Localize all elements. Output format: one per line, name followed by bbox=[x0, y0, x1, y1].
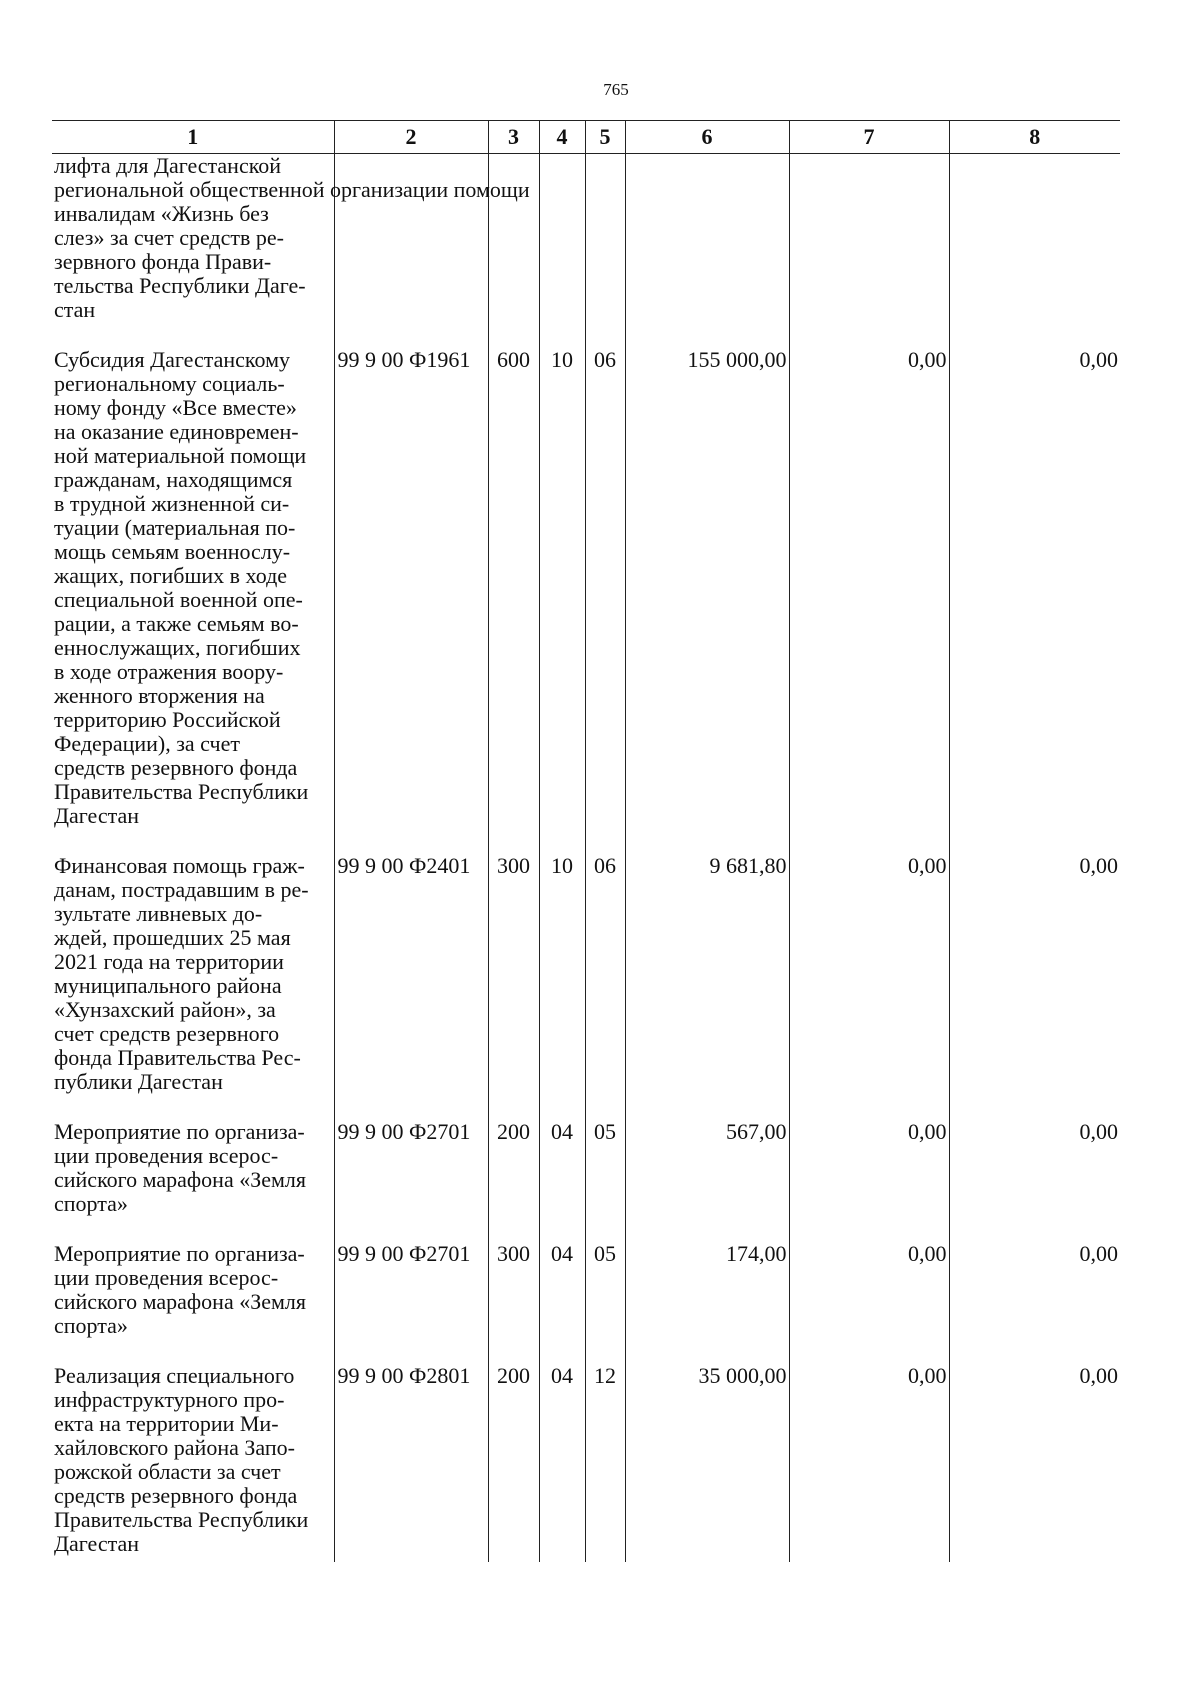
subsection: 12 bbox=[585, 1364, 625, 1562]
description-line: «Хунзахский район», за bbox=[54, 997, 276, 1022]
budget-code: 99 9 00 Ф2401 bbox=[334, 854, 488, 1120]
description-line: зервного фонда Прави- bbox=[54, 249, 272, 274]
page-number: 765 bbox=[603, 80, 629, 99]
budget-code: 99 9 00 Ф2701 bbox=[334, 1242, 488, 1364]
column-7-value: 0,00 bbox=[789, 1364, 949, 1562]
description-line: фонда Правительства Рес- bbox=[54, 1045, 301, 1070]
budget-table bbox=[52, 120, 1120, 1562]
amount: 155 000,00 bbox=[625, 348, 789, 854]
description-line: екта на территории Ми- bbox=[54, 1411, 279, 1436]
description-line: Дагестан bbox=[54, 803, 140, 828]
column-8-value: 0,00 bbox=[949, 854, 1120, 1120]
column-header: 3 bbox=[488, 121, 539, 154]
description-line: ному фонду «Все вместе» bbox=[54, 395, 297, 420]
row-description bbox=[52, 854, 334, 1120]
column-8-value bbox=[949, 154, 1120, 349]
description-line: средств резервного фонда bbox=[54, 1483, 298, 1508]
row-description bbox=[52, 153, 530, 349]
table-body bbox=[52, 154, 1120, 1563]
table-row bbox=[52, 1242, 1120, 1364]
column-7-value: 0,00 bbox=[789, 854, 949, 1120]
description-line: сийского марафона «Земля bbox=[54, 1167, 307, 1192]
description-line: региональному социаль- bbox=[54, 371, 285, 396]
description-line: спорта» bbox=[54, 1313, 128, 1338]
table-row bbox=[52, 154, 1120, 349]
row-description bbox=[52, 1120, 334, 1242]
description-line: Правительства Республики bbox=[54, 1507, 309, 1532]
column-header: 7 bbox=[789, 121, 949, 154]
column-header: 8 bbox=[949, 121, 1120, 154]
description-line: 2021 года на территории bbox=[54, 949, 284, 974]
description-line: сийского марафона «Земля bbox=[54, 1289, 307, 1314]
description-line: мощь семьям военнослу- bbox=[54, 539, 291, 564]
description-line: стан bbox=[54, 297, 96, 322]
subsection: 06 bbox=[585, 854, 625, 1120]
description-line: инфраструктурного про- bbox=[54, 1387, 285, 1412]
description-line: счет средств резервного bbox=[54, 1021, 280, 1046]
subsection bbox=[585, 154, 625, 349]
description-line: в ходе отражения воору- bbox=[54, 659, 284, 684]
section: 04 bbox=[539, 1242, 585, 1364]
description-line: слез» за счет средств ре- bbox=[54, 225, 284, 250]
section: 10 bbox=[539, 348, 585, 854]
section bbox=[539, 154, 585, 349]
column-7-value: 0,00 bbox=[789, 1120, 949, 1242]
column-7-value: 0,00 bbox=[789, 348, 949, 854]
column-header: 2 bbox=[334, 121, 488, 154]
row-description bbox=[52, 348, 334, 854]
column-8-value: 0,00 bbox=[949, 1120, 1120, 1242]
column-8-value: 0,00 bbox=[949, 1242, 1120, 1364]
subsection: 06 bbox=[585, 348, 625, 854]
description-line: Субсидия Дагестанскому bbox=[54, 347, 290, 372]
section: 10 bbox=[539, 854, 585, 1120]
description-line: жащих, погибших в ходе bbox=[54, 563, 288, 588]
description-line: Правительства Республики bbox=[54, 779, 309, 804]
description-line: муниципального района bbox=[54, 973, 282, 998]
description-line: хайловского района Запо- bbox=[54, 1435, 295, 1460]
description-line: на оказание единовремен- bbox=[54, 419, 299, 444]
expense-type: 600 bbox=[488, 348, 539, 854]
table-row bbox=[52, 1120, 1120, 1242]
column-7-value bbox=[789, 154, 949, 349]
description-line: Мероприятие по организа- bbox=[54, 1241, 305, 1266]
table-row bbox=[52, 348, 1120, 854]
description-line: данам, пострадавшим в ре- bbox=[54, 877, 309, 902]
description-line: специальной военной опе- bbox=[54, 587, 303, 612]
column-8-value: 0,00 bbox=[949, 348, 1120, 854]
description-line: женного вторжения на bbox=[54, 683, 265, 708]
description-line: тельства Республики Даге- bbox=[54, 273, 306, 298]
amount: 567,00 bbox=[625, 1120, 789, 1242]
column-header: 1 bbox=[52, 121, 334, 154]
description-line: региональной общественной организации помощи bbox=[54, 177, 530, 202]
description-line: Дагестан bbox=[54, 1531, 140, 1556]
column-header: 4 bbox=[539, 121, 585, 154]
description-line: лифта для Дагестанской bbox=[54, 153, 282, 178]
column-header: 6 bbox=[625, 121, 789, 154]
expense-type: 300 bbox=[488, 1242, 539, 1364]
description-line: в трудной жизненной си- bbox=[54, 491, 290, 516]
description-line: ции проведения всерос- bbox=[54, 1265, 279, 1290]
description-line: территорию Российской bbox=[54, 707, 281, 732]
column-7-value: 0,00 bbox=[789, 1242, 949, 1364]
row-description bbox=[52, 1242, 334, 1364]
header-row bbox=[52, 121, 1120, 154]
description-line: зультате ливневых до- bbox=[54, 901, 263, 926]
subsection: 05 bbox=[585, 1120, 625, 1242]
column-header: 5 bbox=[585, 121, 625, 154]
amount: 9 681,80 bbox=[625, 854, 789, 1120]
expense-type: 200 bbox=[488, 1120, 539, 1242]
description-line: еннослужащих, погибших bbox=[54, 635, 301, 660]
table-row bbox=[52, 854, 1120, 1120]
expense-type: 300 bbox=[488, 854, 539, 1120]
amount: 174,00 bbox=[625, 1242, 789, 1364]
section: 04 bbox=[539, 1364, 585, 1562]
description-line: инвалидам «Жизнь без bbox=[54, 201, 269, 226]
amount: 35 000,00 bbox=[625, 1364, 789, 1562]
description-line: публики Дагестан bbox=[54, 1069, 223, 1094]
expense-type: 200 bbox=[488, 1364, 539, 1562]
amount bbox=[625, 154, 789, 349]
column-8-value: 0,00 bbox=[949, 1364, 1120, 1562]
description-line: рожской области за счет bbox=[54, 1459, 281, 1484]
description-line: ной материальной помощи bbox=[54, 443, 307, 468]
description-line: спорта» bbox=[54, 1191, 128, 1216]
table-row bbox=[52, 1364, 1120, 1562]
description-line: туации (материальная по- bbox=[54, 515, 296, 540]
budget-code: 99 9 00 Ф2701 bbox=[334, 1120, 488, 1242]
description-line: Мероприятие по организа- bbox=[54, 1119, 305, 1144]
subsection: 05 bbox=[585, 1242, 625, 1364]
description-line: Финансовая помощь граж- bbox=[54, 853, 305, 878]
description-line: Реализация специального bbox=[54, 1363, 295, 1388]
budget-code: 99 9 00 Ф2801 bbox=[334, 1364, 488, 1562]
section: 04 bbox=[539, 1120, 585, 1242]
description-line: гражданам, находящимся bbox=[54, 467, 293, 492]
budget-code: 99 9 00 Ф1961 bbox=[334, 348, 488, 854]
description-line: Федерации), за счет bbox=[54, 731, 240, 756]
description-line: рации, а также семьям во- bbox=[54, 611, 299, 636]
row-description bbox=[52, 1364, 334, 1562]
description-line: ции проведения всерос- bbox=[54, 1143, 279, 1168]
description-line: средств резервного фонда bbox=[54, 755, 298, 780]
description-line: ждей, прошедших 25 мая bbox=[54, 925, 291, 950]
